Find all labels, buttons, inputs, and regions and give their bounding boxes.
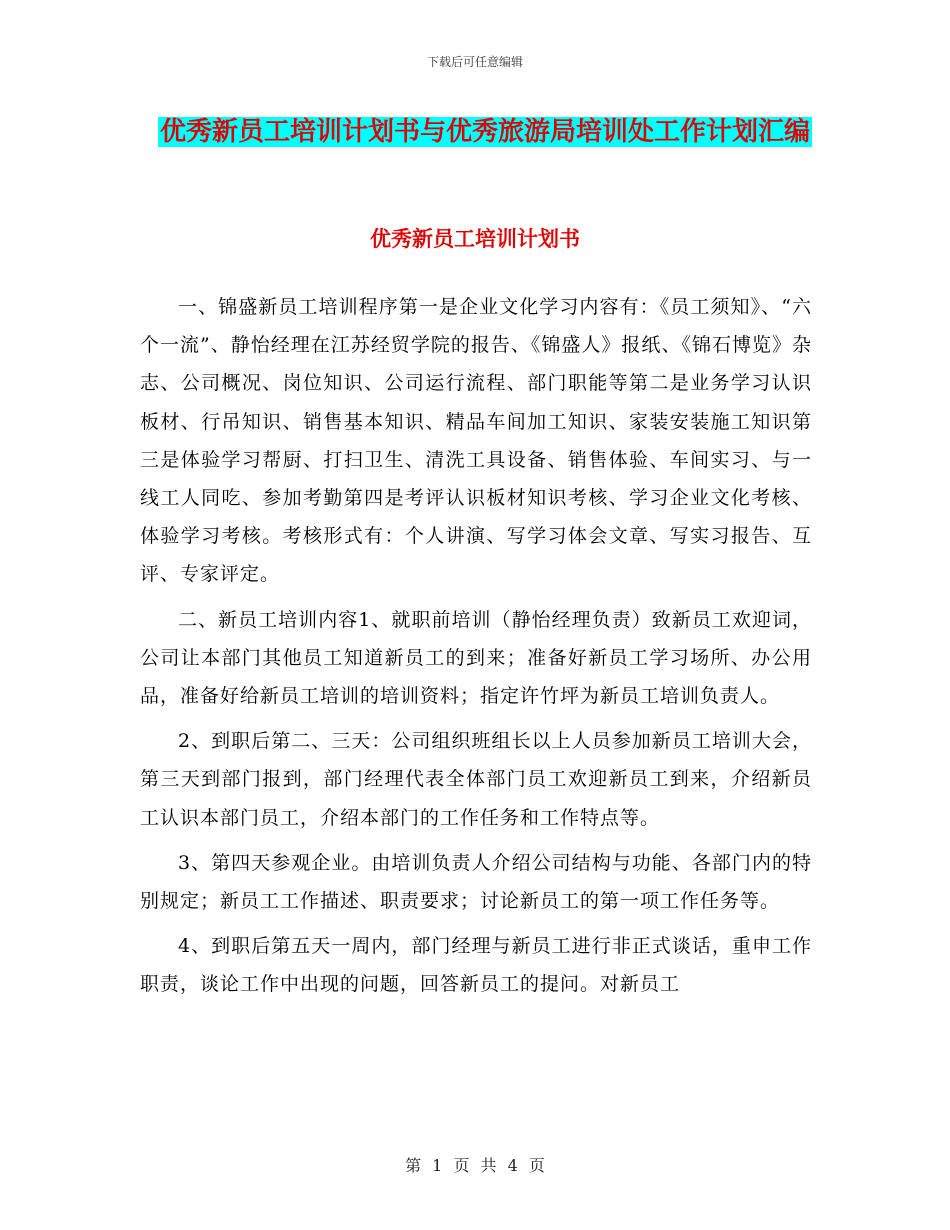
paragraph-2: 二、新员工培训内容1、就职前培训（静怡经理负责）致新员工欢迎词，公司让本部门其他员工知道新员工的到来；准备好新员工学习场所、办公用品，准备好给新员工培训的培训资料；指定许竹坪为新员工培训负责人。 [140, 608, 812, 708]
paragraph-5: 4、到职后第五天一周内，部门经理与新员工进行非正式谈话，重申工作职责，谈论工作中出现的问题，回答新员工的提问。对新员工 [140, 935, 812, 996]
paragraph-1: 一、锦盛新员工培训程序第一是企业文化学习内容有：《员工须知》、“六个一流”、静怡经理在江苏经贸学院的报告、《锦盛人》报纸、《锦石博览》杂志、公司概况、岗位知识、公司运行流程、部门职能等第二是业务学习认识板材、行吊知识、销售基本知识、精品车间加工知识、家装安装施工知识第三是体验学习帮厨、打扫卫生、清洗工具设备、销售体验、车间实习、与一线工人同吃、参加考勤第四是考评认识板材知识考核、学习企业文化考核、体验学习考核。考核形式有：个人讲演、写学习体会文章、写实习报告、互评、专家评定。 [140, 296, 812, 586]
header-note: 下载后可任意编辑 [426, 55, 523, 69]
paragraph-3: 2、到职后第二、三天：公司组织班组长以上人员参加新员工培训大会，第三天到部门报到，部门经理代表全体部门员工欢迎新员工到来，介绍新员工认识本部门员工，介绍本部门的工作任务和工作特点等。 [140, 730, 812, 829]
document-title-text: 优秀新员工培训计划书与优秀旅游局培训处工作计划汇编 [159, 117, 810, 147]
section-title: 优秀新员工培训计划书 [370, 227, 580, 251]
document-title [140, 108, 830, 156]
page-footer: 第 1 页 共 4 页 [405, 1156, 545, 1175]
paragraph-4: 3、第四天参观企业。由培训负责人介绍公司结构与功能、各部门内的特别规定；新员工工作描述、职责要求；讨论新员工的第一项工作任务等。 [140, 851, 812, 913]
document-body [140, 288, 812, 1011]
